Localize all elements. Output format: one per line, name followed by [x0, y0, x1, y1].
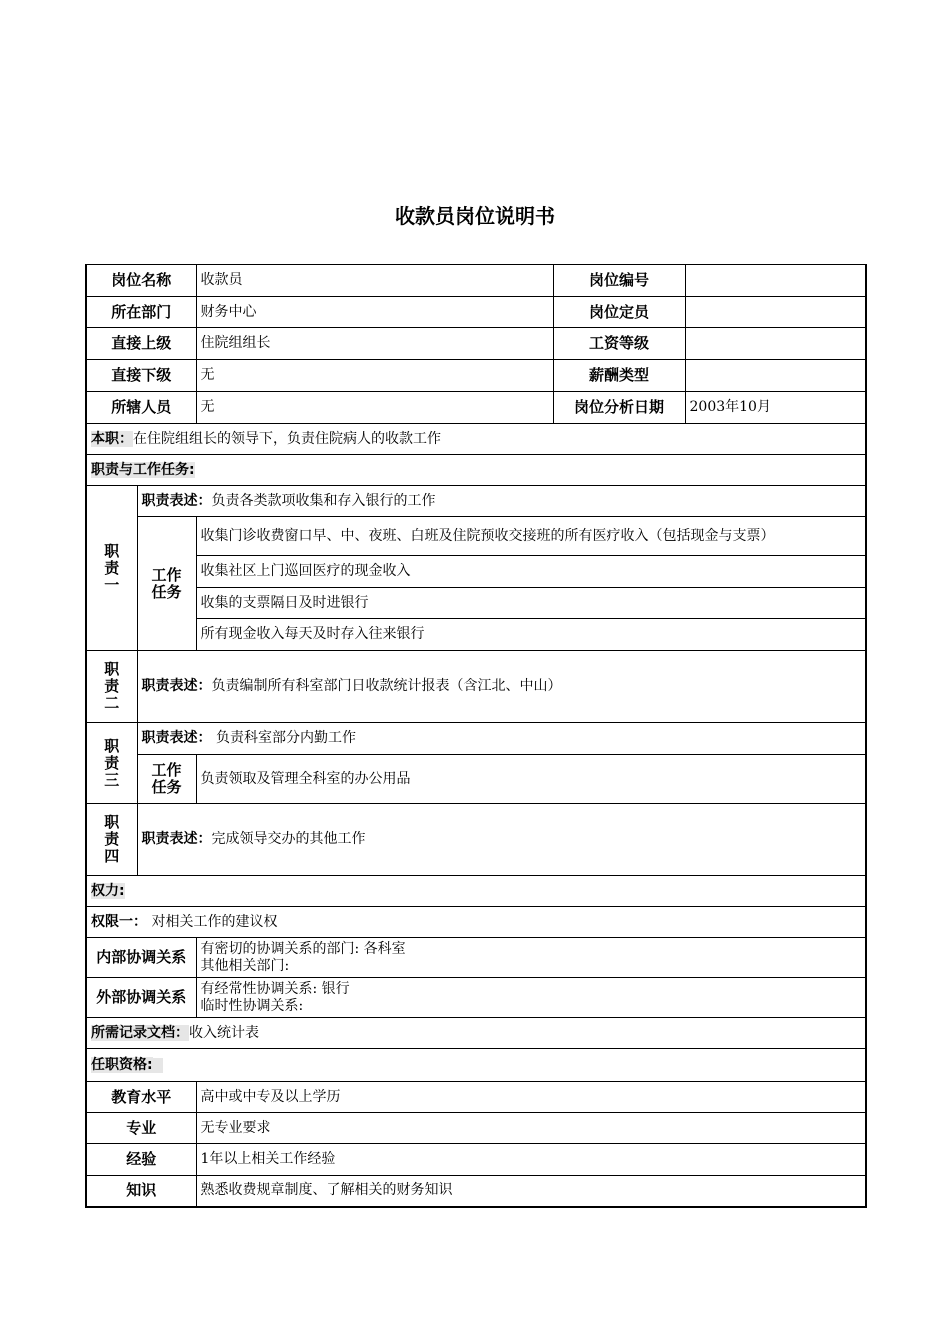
authority	[86, 907, 866, 938]
duty-3-task-row	[86, 755, 866, 804]
duty-1-task-4: 所有现金收入每天及时存入往来银行	[196, 619, 866, 651]
duty-4-desc	[137, 804, 866, 876]
qualification-header	[86, 1049, 866, 1082]
duties-header-row	[86, 455, 866, 486]
duty-1-task-row	[86, 588, 866, 619]
qualification-header-row	[86, 1049, 866, 1082]
duties-header-label: 职责与工作任务:	[91, 461, 195, 478]
power-header	[86, 876, 866, 907]
job-code-value	[685, 265, 866, 297]
duty-1-task-row	[86, 556, 866, 588]
duty-summary-label: 本职：	[91, 430, 133, 447]
experience-value: 1年以上相关工作经验	[196, 1144, 866, 1176]
duty-3-task-1: 负责领取及管理全科室的办公用品	[196, 755, 866, 804]
experience-label: 经验	[86, 1144, 196, 1176]
duty-1-label: 职 责 一	[86, 486, 137, 651]
duty-1-desc-value: 负责各类款项收集和存入银行的工作	[211, 492, 436, 509]
department-value: 财务中心	[196, 297, 553, 328]
duties-header	[86, 455, 866, 486]
external-line-1: 有经常性协调关系: 银行	[200, 980, 350, 997]
records-row	[86, 1018, 866, 1049]
managed-staff-value: 无	[196, 392, 553, 424]
subordinate-value: 无	[196, 360, 553, 392]
duty-1-desc	[137, 486, 866, 517]
pay-type-value	[685, 360, 866, 392]
major-value: 无专业要求	[196, 1113, 866, 1144]
qualification-row	[86, 1082, 866, 1113]
job-name-label: 岗位名称	[86, 265, 196, 297]
duty-1-task-1: 收集门诊收费窗口早、中、夜班、白班及住院预收交接班的所有医疗收入（包括现金与支票）	[196, 517, 866, 556]
knowledge-value: 熟悉收费规章制度、了解相关的财务知识	[196, 1176, 866, 1207]
education-label: 教育水平	[86, 1082, 196, 1113]
duty-1-desc-label: 职责表述：	[141, 492, 212, 509]
duty-1-tasks-label: 工作 任务	[137, 517, 196, 651]
job-name-value: 收款员	[196, 265, 553, 297]
info-row	[86, 265, 866, 297]
managed-staff-label: 所辖人员	[86, 392, 196, 424]
qualification-header-label: 任职资格:	[91, 1056, 153, 1073]
duty-1-task-2: 收集社区上门巡回医疗的现金收入	[196, 556, 866, 588]
duty-3-desc-label: 职责表述：	[141, 730, 212, 746]
grade-value	[685, 328, 866, 360]
duty-4-label: 职 责 四	[86, 804, 137, 876]
job-code-label: 岗位编号	[553, 265, 685, 297]
duty-4-row	[86, 804, 866, 876]
qualification-row	[86, 1176, 866, 1207]
records-label: 所需记录文档：	[91, 1024, 189, 1041]
info-row	[86, 297, 866, 328]
job-description-table	[85, 264, 867, 1208]
authority-row	[86, 907, 866, 938]
duty-2-label: 职 责 二	[86, 651, 137, 723]
subordinate-label: 直接下级	[86, 360, 196, 392]
department-label: 所在部门	[86, 297, 196, 328]
power-label: 权力:	[91, 882, 125, 899]
analysis-date-label: 岗位分析日期	[553, 392, 685, 424]
internal-coordination-label: 内部协调关系	[86, 938, 196, 978]
duty-1-task-row	[86, 619, 866, 651]
grade-label: 工资等级	[553, 328, 685, 360]
info-row	[86, 392, 866, 424]
duty-2-row	[86, 651, 866, 723]
knowledge-label: 知识	[86, 1176, 196, 1207]
records-value: 收入统计表	[189, 1024, 259, 1041]
analysis-date-value: 2003年10月	[685, 392, 866, 424]
duty-3-label: 职 责 三	[86, 723, 137, 804]
info-row	[86, 360, 866, 392]
internal-coordination-row	[86, 938, 866, 978]
duty-3-tasks-label: 工作 任务	[137, 755, 196, 804]
authority-label: 权限一：	[91, 913, 147, 930]
duty-2-desc-label: 职责表述：	[141, 678, 212, 694]
pay-type-label: 薪酬类型	[553, 360, 685, 392]
duty-4-desc-value: 完成领导交办的其他工作	[211, 831, 366, 847]
duty-2-desc	[137, 651, 866, 723]
duty-4-desc-label: 职责表述：	[141, 831, 212, 847]
authority-value: 对相关工作的建议权	[147, 913, 278, 930]
page-title: 收款员岗位说明书	[395, 204, 555, 228]
quota-label: 岗位定员	[553, 297, 685, 328]
power-row	[86, 876, 866, 907]
duty-3-desc-row	[86, 723, 866, 755]
internal-line-2: 其他相关部门:	[200, 957, 290, 974]
qualification-row	[86, 1113, 866, 1144]
duty-1-task-row	[86, 517, 866, 556]
duty-3-desc-value: 负责科室部分内勤工作	[211, 730, 356, 746]
duty-summary-row	[86, 424, 866, 455]
education-value: 高中或中专及以上学历	[196, 1082, 866, 1113]
superior-label: 直接上级	[86, 328, 196, 360]
internal-coordination-value	[196, 938, 866, 978]
external-coordination-value	[196, 978, 866, 1018]
qualification-row	[86, 1144, 866, 1176]
records	[86, 1018, 866, 1049]
duty-summary-value: 在住院组组长的领导下，负责住院病人的收款工作	[133, 430, 441, 447]
duty-1-desc-row	[86, 486, 866, 517]
external-coordination-label: 外部协调关系	[86, 978, 196, 1018]
external-line-2: 临时性协调关系:	[200, 997, 304, 1014]
duty-summary	[86, 424, 866, 455]
info-row	[86, 328, 866, 360]
duty-1-task-3: 收集的支票隔日及时进银行	[196, 588, 866, 619]
superior-value: 住院组组长	[196, 328, 553, 360]
major-label: 专业	[86, 1113, 196, 1144]
duty-2-desc-value: 负责编制所有科室部门日收款统计报表（含江北、中山）	[211, 678, 562, 694]
duty-3-desc	[137, 723, 866, 755]
quota-value	[685, 297, 866, 328]
external-coordination-row	[86, 978, 866, 1018]
internal-line-1: 有密切的协调关系的部门: 各科室	[200, 940, 406, 957]
